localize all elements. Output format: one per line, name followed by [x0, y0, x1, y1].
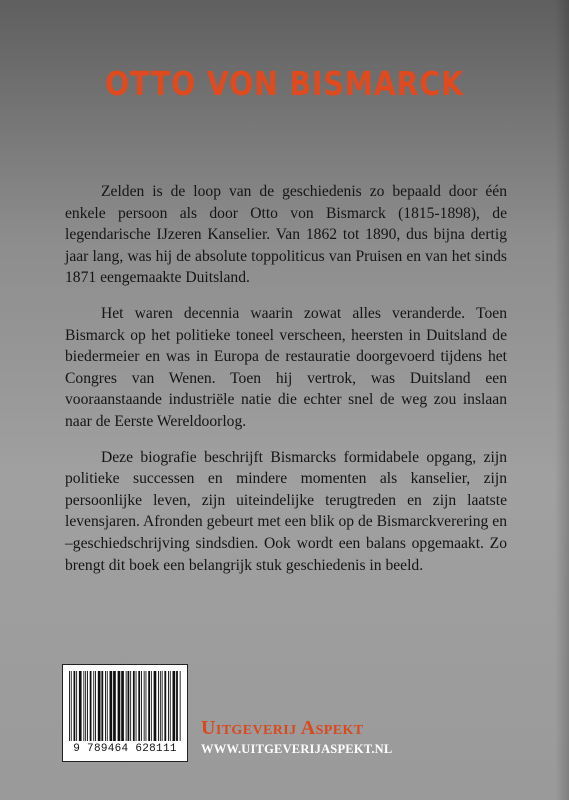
barcode-bar [85, 671, 86, 741]
barcode-bar [128, 671, 130, 741]
publisher-website: WWW.UITGEVERIJASPEKT.NL [201, 742, 393, 756]
barcode-bar [180, 671, 181, 741]
isbn-number: 9 789464 628111 [73, 743, 177, 755]
barcode-bar [98, 671, 101, 741]
barcode-bar [173, 671, 176, 741]
barcode-bar [151, 671, 152, 741]
barcode-bar [110, 671, 113, 741]
barcode-bar [168, 671, 169, 741]
barcode-bar [107, 671, 108, 741]
barcode-bar [164, 671, 166, 741]
barcode-bar [71, 671, 72, 741]
spine-shadow [555, 0, 569, 800]
barcode-bar [162, 671, 163, 741]
barcode-bar [146, 671, 147, 741]
barcode-bar [133, 671, 135, 741]
barcode-bar [148, 671, 150, 741]
barcode-bar [158, 671, 159, 741]
barcode-bar [76, 671, 77, 741]
barcode-bar [138, 671, 140, 741]
publisher-name: Uitgeverij Aspekt [201, 717, 364, 739]
barcode-bar [176, 671, 178, 741]
barcode-bar [101, 671, 103, 741]
barcode-bar [87, 671, 88, 741]
barcode-bar [160, 671, 161, 741]
barcode-bar [126, 671, 127, 741]
barcode-bar [105, 671, 106, 741]
isbn-barcode [62, 664, 188, 762]
barcode-bar [79, 671, 82, 741]
barcode-bar [93, 671, 94, 741]
barcode-bar [136, 671, 137, 741]
barcode-bar [141, 671, 142, 741]
barcode-bar [154, 671, 157, 741]
barcode-bar [113, 671, 116, 741]
blurb-paragraph-3: Deze biografie beschrijft Bismarcks formidabele opgang, zijn politieke successen en mindere momenten als kanselier, zijn persoonlijke leven, zijn uiteindelijke terugtreden en zijn laatste levensjaren. Afronden gebeurt met een blik op de Bismarckverering en –geschiedschrijving sindsdien. Ook wordt een balans opgemaakt. Zo brengt dit boek een belangrijk stuk geschiedenis in beeld. [65, 448, 507, 574]
barcode-bar [90, 671, 92, 741]
barcode-bar [170, 671, 171, 741]
barcode-bar [83, 671, 84, 741]
barcode-bar [118, 671, 121, 741]
barcode-bar [130, 671, 131, 741]
barcode-bar [144, 671, 145, 741]
barcode-bar [121, 671, 124, 741]
blurb [65, 181, 507, 590]
barcode-bar [69, 671, 70, 741]
barcode-bars [69, 671, 181, 741]
barcode-bar [95, 671, 96, 741]
blurb-paragraph-1: Zelden is de loop van de geschiedenis zo bepaald door één enkele persoon als door Otto von Bismarck (1815-1898), de legendarische IJzeren Kanselier. Van 1862 tot 1890, dus bijna dertig jaar lang, was hij de absolute toppoliticus van Pruisen en van het sinds 1871 eengemaakte Duitsland. [65, 183, 507, 287]
barcode-bar [74, 671, 76, 741]
blurb-paragraph-2: Het waren decennia waarin zowat alles veranderde. Toen Bismarck op het politieke toneel verscheen, heersten in Duitsland de biedermeier en was in Europa de restauratie doorgevoerd tijdens het Congres van Wenen. Toen hij vertrok, was Duitsland een vooraanstaande industriële natie die echter snel de weg zou inslaan naar de Eerste Wereldoorlog. [65, 304, 507, 430]
book-title: OTTO VON BISMARCK [105, 64, 464, 103]
